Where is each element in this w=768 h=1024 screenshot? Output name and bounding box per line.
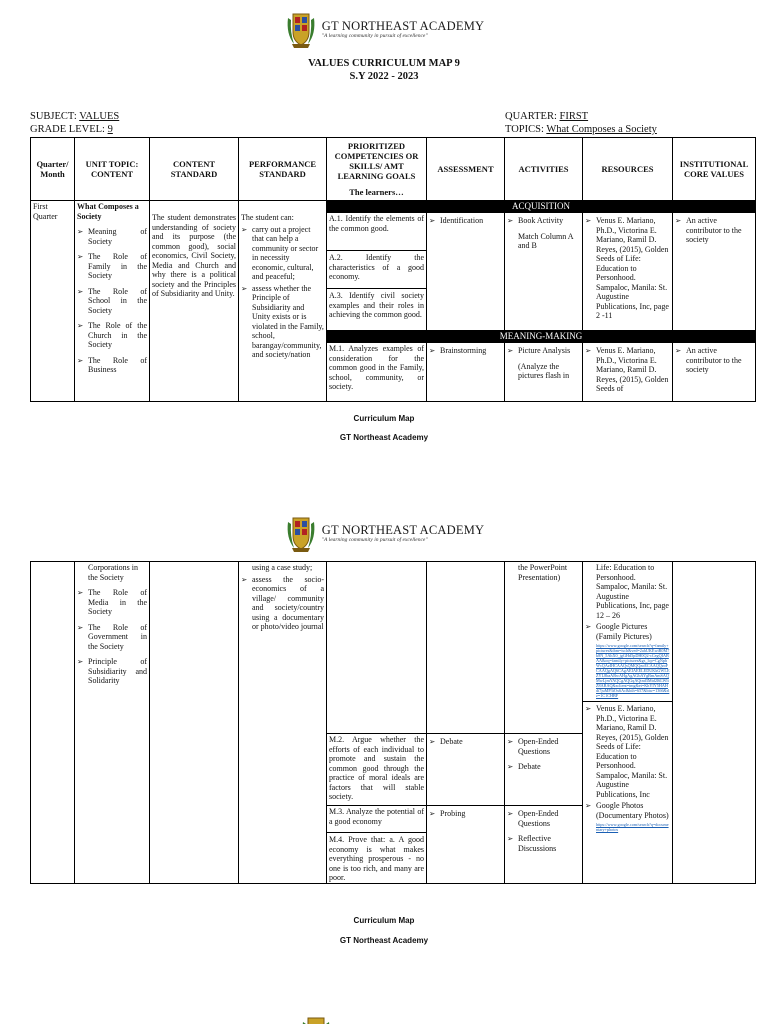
quarter-value: FIRST: [559, 111, 589, 122]
competencies-cell: [327, 562, 427, 734]
footer-school: GT Northeast Academy: [339, 936, 429, 945]
school-tagline: "A learning community in pursuit of excellence": [321, 537, 428, 543]
list-item: ➢ carry out a project that can help a community or sector in necessity economic, cultural, and peaceful;: [241, 225, 324, 282]
curriculum-map-table-continued: [30, 561, 756, 884]
school-seal-icon: [284, 514, 318, 554]
acquisition-assessment-cell: ➢ Identification: [427, 213, 505, 331]
school-logo-header: [0, 10, 768, 50]
footer-title: Curriculum Map: [353, 916, 415, 925]
list-item: ➢ The Role of the Church in the Society: [77, 321, 147, 350]
topics-value: What Composes a Society: [546, 124, 657, 135]
list-item: ➢ assess the socio-economics of a village/ community and society/country using a documentary or photo/video journal: [241, 575, 324, 632]
acquisition-core-values-cell: ➢ An active contributor to the society: [673, 213, 756, 331]
table-row: [31, 562, 756, 734]
topics-line: TOPICS: What Composes a Society: [505, 124, 657, 135]
content-standard-cell: [150, 562, 239, 884]
m2-activities-cell: ➢ Open-Ended Questions ➢ Debate: [505, 734, 583, 806]
col-resources: RESOURCES: [583, 138, 673, 201]
list-item: ➢ Meaning of Society: [77, 227, 147, 246]
mm-activities-cell: ➢ Picture Analysis (Analyze the pictures flash in: [505, 343, 583, 402]
resources-cell: Life: Education to Personhood. Sampaloc, Manila: St. Augustine Publications, Inc, page 12 – 26 ➢ Google Pictures (Family Pictures) https://www.google.com/search?q=family+pictures&tbm=isch&ved=2ahUKEwiR0M7k8N_5AhX0_jgGHd5pDH0Q2-cCegQIABAA&oq=family+pictures&gs_lcp=CgNpbWcQAzIHCAAQsQMQQzoECAAQQzoFCAAQgAQ6CAgAEIAEELEDUKkGWLEZYL8baABwAHgAgAGbAYgBmAmSAQMwLjmYAQCgAQGqAQtnd3Mtd2l6LWltZ8ABAQ&sclient=img&ei=KhYIY5HAHdi7juMP3tOx6Ac&bih=657&biw=1366&rlz=1C1CHBF ➢ Venus E. Mariano, Ph.D., Victorina E. Mariano, Ramil D. Reyes, (2015), Golden Seeds of Life: Education to Personhood. Sampaloc, Manila: St. Augustine Publications, Inc ➢ Google Photos (Documentary Photos) https://www.google.com/search?q=documentary+photos: [583, 562, 673, 884]
list-item: ➢ The Role of Government in the Society: [77, 623, 147, 652]
quarter-line: QUARTER: FIRST: [505, 111, 589, 122]
col-competencies: PRIORITIZED COMPETENCIES OR SKILLS/ AMT LEARNING GOALS The learners…: [327, 138, 427, 201]
unit-topic-cell: Corporations in the Society ➢ The Role of Media in the Society ➢ The Role of Government in the Society ➢ Principle of Subsidiarity and Solidarity: [75, 562, 150, 884]
list-item: ➢ assess whether the Principle of Subsidiarity and Unity exists or is violated in the Family, school, barangay/community, and society/nation: [241, 284, 324, 360]
mm-competency-cell: M.1. Analyzes examples of consideration for the common good in the Family, school, community, or society.: [327, 343, 427, 402]
document-title: VALUES CURRICULUM MAP 9: [308, 58, 460, 69]
google-photos-link[interactable]: https://www.google.com/search?q=documentary+photos: [596, 822, 669, 832]
list-item: ➢ Principle of Subsidiarity and Solidarity: [77, 657, 147, 686]
school-name: GT NORTHEAST ACADEMY: [321, 523, 485, 537]
acquisition-resources-cell: ➢ Venus E. Mariano, Ph.D., Victorina E. Mariano, Ramil D. Reyes, (2015), Golden Seeds of Life: Education to Personhood. Sampaloc, Manila: St. Augustine Publications, Inc, page 2 -11: [583, 213, 673, 331]
col-quarter: Quarter/ Month: [31, 138, 75, 201]
school-seal-icon: [299, 1014, 333, 1024]
m2-competency-cell: M.2. Argue whether the efforts of each individual to promote and sustain the common good through the practice of moral ideals are factors that will stable society.: [327, 734, 427, 806]
col-content-standard: CONTENT STANDARD: [150, 138, 239, 201]
assessment-cell: [427, 562, 505, 734]
col-core-values: INSTITUTIONAL CORE VALUES: [673, 138, 756, 201]
school-seal-icon: [284, 10, 318, 50]
curriculum-map-table: [30, 137, 756, 402]
subject-value: VALUES: [79, 111, 120, 122]
school-year: S.Y 2022 - 2023: [349, 71, 419, 82]
performance-standard-cell: The student can: ➢ carry out a project that can help a community or sector in necessity economic, cultural, and peaceful; ➢ assess whether the Principle of Subsidiarity and Unity exists or is violated in the Family, school, barangay/community, and society/nation: [239, 201, 327, 402]
meaning-making-band: MEANING-MAKING: [327, 331, 756, 343]
activities-cell: the PowerPoint Presentation): [505, 562, 583, 734]
acquisition-activities-cell: ➢ Book Activity Match Column A and B: [505, 213, 583, 331]
list-item: ➢ The Role of Family in the Society: [77, 252, 147, 281]
quarter-cell: First Quarter: [31, 201, 75, 402]
performance-standard-cell: using a case study; ➢ assess the socio-economics of a village/ community and society/country using a documentary or photo/video journal: [239, 562, 327, 884]
table-header-row: [31, 138, 756, 201]
learners-label: The learners…: [349, 187, 404, 197]
mm-assessment-cell: ➢ Brainstorming: [427, 343, 505, 402]
col-performance-standard: PERFORMANCE STANDARD: [239, 138, 327, 201]
col-assessment: ASSESSMENT: [427, 138, 505, 201]
content-standard-cell: The student demonstrates understanding of society and its purpose (the common good), social economics, Civil Society, Media and Church and why there is a political society and the Principles of Subsidiarity and Unity.: [150, 201, 239, 402]
school-tagline: "A learning community in pursuit of excellence": [321, 33, 428, 39]
m3-m4-competency-cell: M.3. Analyze the potential of a good economy M.4. Prove that: a. A good economy is what makes everything prosperous - no one is too rich, and many are poor.: [327, 806, 427, 884]
list-item: ➢ The Role of School in the Society: [77, 287, 147, 316]
quarter-cell: [31, 562, 75, 884]
grade-line: GRADE LEVEL: 9: [30, 124, 113, 135]
acquisition-competencies-cell: A.1. Identify the elements of the common good. A.2. Identify the characteristics of a good economy. A.3. Identify civil society examples and their roles in achieving the common good.: [327, 213, 427, 331]
school-name: GT NORTHEAST ACADEMY: [321, 19, 485, 33]
col-unit-topic: UNIT TOPIC: CONTENT: [75, 138, 150, 201]
unit-topic-cell: What Composes a Society ➢ Meaning of Society ➢ The Role of Family in the Society ➢ The Role of School in the Society ➢ The Role of the Church in the Society ➢ The Role of Business: [75, 201, 150, 402]
mm-core-values-cell: ➢ An active contributor to the society: [673, 343, 756, 402]
table-row: [31, 201, 756, 213]
m3-assessment-cell: ➢ Probing: [427, 806, 505, 884]
list-item: ➢ The Role of Media in the Society: [77, 588, 147, 617]
core-values-cell: [673, 562, 756, 884]
footer-title: Curriculum Map: [353, 414, 415, 423]
google-pictures-link[interactable]: https://www.google.com/search?q=family+pictures&tbm=isch&ved=2ahUKEwiR0M7k8N_5AhX0_jgGHd5pDH0Q2-cCegQIABAA&oq=family+pictures&gs_lcp=CgNpbWcQAzIHCAAQsQMQQzoECAAQQzoFCAAQgAQ6CAgAEIAEELEDUKkGWLEZYL8baABwAHgAgAGbAYgBmAmSAQMwLjmYAQCgAQGqAQtnd3Mtd2l6LWltZ8ABAQ&sclient=img&ei=KhYIY5HAHdi7juMP3tOx6Ac&bih=657&biw=1366&rlz=1C1CHBF: [596, 643, 670, 698]
m3-activities-cell: ➢ Open-Ended Questions ➢ Reflective Discussions: [505, 806, 583, 884]
mm-resources-cell: ➢ Venus E. Mariano, Ph.D., Victorina E. Mariano, Ramil D. Reyes, (2015), Golden Seeds of: [583, 343, 673, 402]
footer-school: GT Northeast Academy: [339, 433, 429, 442]
school-logo-header: [0, 514, 768, 554]
grade-value: 9: [107, 124, 113, 135]
acquisition-band: ACQUISITION: [327, 201, 756, 213]
subject-line: SUBJECT: VALUES: [30, 111, 120, 122]
list-item: ➢ The Role of Business: [77, 356, 147, 375]
col-activities: ACTIVITIES: [505, 138, 583, 201]
m2-assessment-cell: ➢ Debate: [427, 734, 505, 806]
